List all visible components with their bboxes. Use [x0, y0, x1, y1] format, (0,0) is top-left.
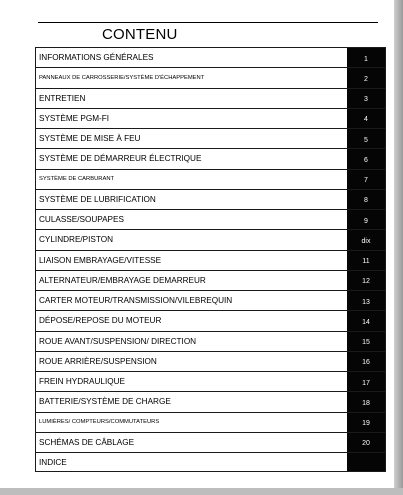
- toc-row-label: INFORMATIONS GÉNÉRALES: [39, 53, 154, 63]
- toc-row[interactable]: [35, 88, 386, 108]
- section-number-tab: 19: [347, 413, 385, 432]
- toc-row-label: SCHÉMAS DE CÂBLAGE: [39, 437, 135, 447]
- toc-row[interactable]: [35, 47, 386, 67]
- section-number-tab: 6: [347, 149, 385, 168]
- toc-row[interactable]: [35, 391, 386, 411]
- toc-row[interactable]: [35, 412, 386, 432]
- toc-row[interactable]: [35, 67, 386, 87]
- toc-row-label: FREIN HYDRAULIQUE: [39, 377, 125, 387]
- toc-row-label: BATTERIE/SYSTÈME DE CHARGE: [39, 397, 171, 407]
- toc-row-label: LIAISON EMBRAYAGE/VITESSE: [39, 255, 162, 265]
- toc-row-label: ENTRETIEN: [39, 93, 86, 103]
- toc-row[interactable]: [35, 270, 386, 290]
- toc-row-label: SYSTÈME DE MISE À FEU: [39, 134, 141, 144]
- section-number-tab: 12: [347, 271, 385, 290]
- section-number-tab: 20: [347, 433, 385, 452]
- section-number-tab: 7: [347, 170, 385, 189]
- toc-row[interactable]: [35, 229, 386, 249]
- section-number-tab: 11: [347, 251, 385, 270]
- toc-row[interactable]: [35, 331, 386, 351]
- section-number-tab: [347, 453, 385, 471]
- toc-row[interactable]: [35, 148, 386, 168]
- toc-row[interactable]: [35, 432, 386, 452]
- section-number-tab: 13: [347, 291, 385, 310]
- section-number-tab: 18: [347, 392, 385, 411]
- toc-row-label: INDICE: [39, 457, 67, 467]
- toc-row[interactable]: [35, 250, 386, 270]
- toc-row-label: LUMIÈRES/ COMPTEURS/COMMUTATEURS: [39, 419, 160, 426]
- section-number-tab: 5: [347, 129, 385, 148]
- toc-row[interactable]: [35, 351, 386, 371]
- toc-row[interactable]: [35, 452, 386, 472]
- toc-row-label: CARTER MOTEUR/TRANSMISSION/VILEBREQUIN: [39, 296, 233, 306]
- toc-row[interactable]: [35, 169, 386, 189]
- toc-row[interactable]: [35, 290, 386, 310]
- toc-row[interactable]: [35, 209, 386, 229]
- toc-row[interactable]: [35, 371, 386, 391]
- section-number-tab: 15: [347, 332, 385, 351]
- toc-row-label: DÉPOSE/REPOSE DU MOTEUR: [39, 316, 162, 326]
- toc-row-label: SYSTÈME DE DÉMARREUR ÉLECTRIQUE: [39, 154, 202, 164]
- toc-row-label: SYSTÈME DE CARBURANT: [39, 176, 115, 183]
- section-number-tab: 4: [347, 109, 385, 128]
- section-number-tab: 8: [347, 190, 385, 209]
- section-number-tab: 14: [347, 311, 385, 330]
- table-of-contents: [35, 47, 386, 472]
- toc-row-label: PANNEAUX DE CARROSSERIE/SYSTÈME D'ÉCHAPPEMENT: [39, 74, 205, 81]
- toc-row[interactable]: [35, 189, 386, 209]
- toc-row-label: CULASSE/SOUPAPES: [39, 215, 124, 225]
- section-number-tab: 16: [347, 352, 385, 371]
- toc-row-label: ROUE ARRIÈRE/SUSPENSION: [39, 356, 157, 366]
- page-edge-shadow: [394, 0, 403, 495]
- section-number-tab: 9: [347, 210, 385, 229]
- section-number-tab: 2: [347, 68, 385, 87]
- page-title: CONTENU: [102, 26, 178, 43]
- toc-row[interactable]: [35, 310, 386, 330]
- page-bottom-shadow: [0, 488, 403, 495]
- section-number-tab: 3: [347, 89, 385, 108]
- section-number-tab: 1: [347, 48, 385, 67]
- toc-row-label: ALTERNATEUR/EMBRAYAGE DEMARREUR: [39, 275, 206, 285]
- toc-row-label: SYSTÈME DE LUBRIFICATION: [39, 194, 156, 204]
- toc-row[interactable]: [35, 108, 386, 128]
- toc-row-label: CYLINDRE/PISTON: [39, 235, 114, 245]
- section-number-tab: 17: [347, 372, 385, 391]
- toc-row[interactable]: [35, 128, 386, 148]
- toc-row-label: SYSTÈME PGM-FI: [39, 113, 110, 123]
- toc-row-label: ROUE AVANT/SUSPENSION/ DIRECTION: [39, 336, 197, 346]
- section-number-tab: dix: [347, 230, 385, 249]
- title-rule: [38, 22, 378, 23]
